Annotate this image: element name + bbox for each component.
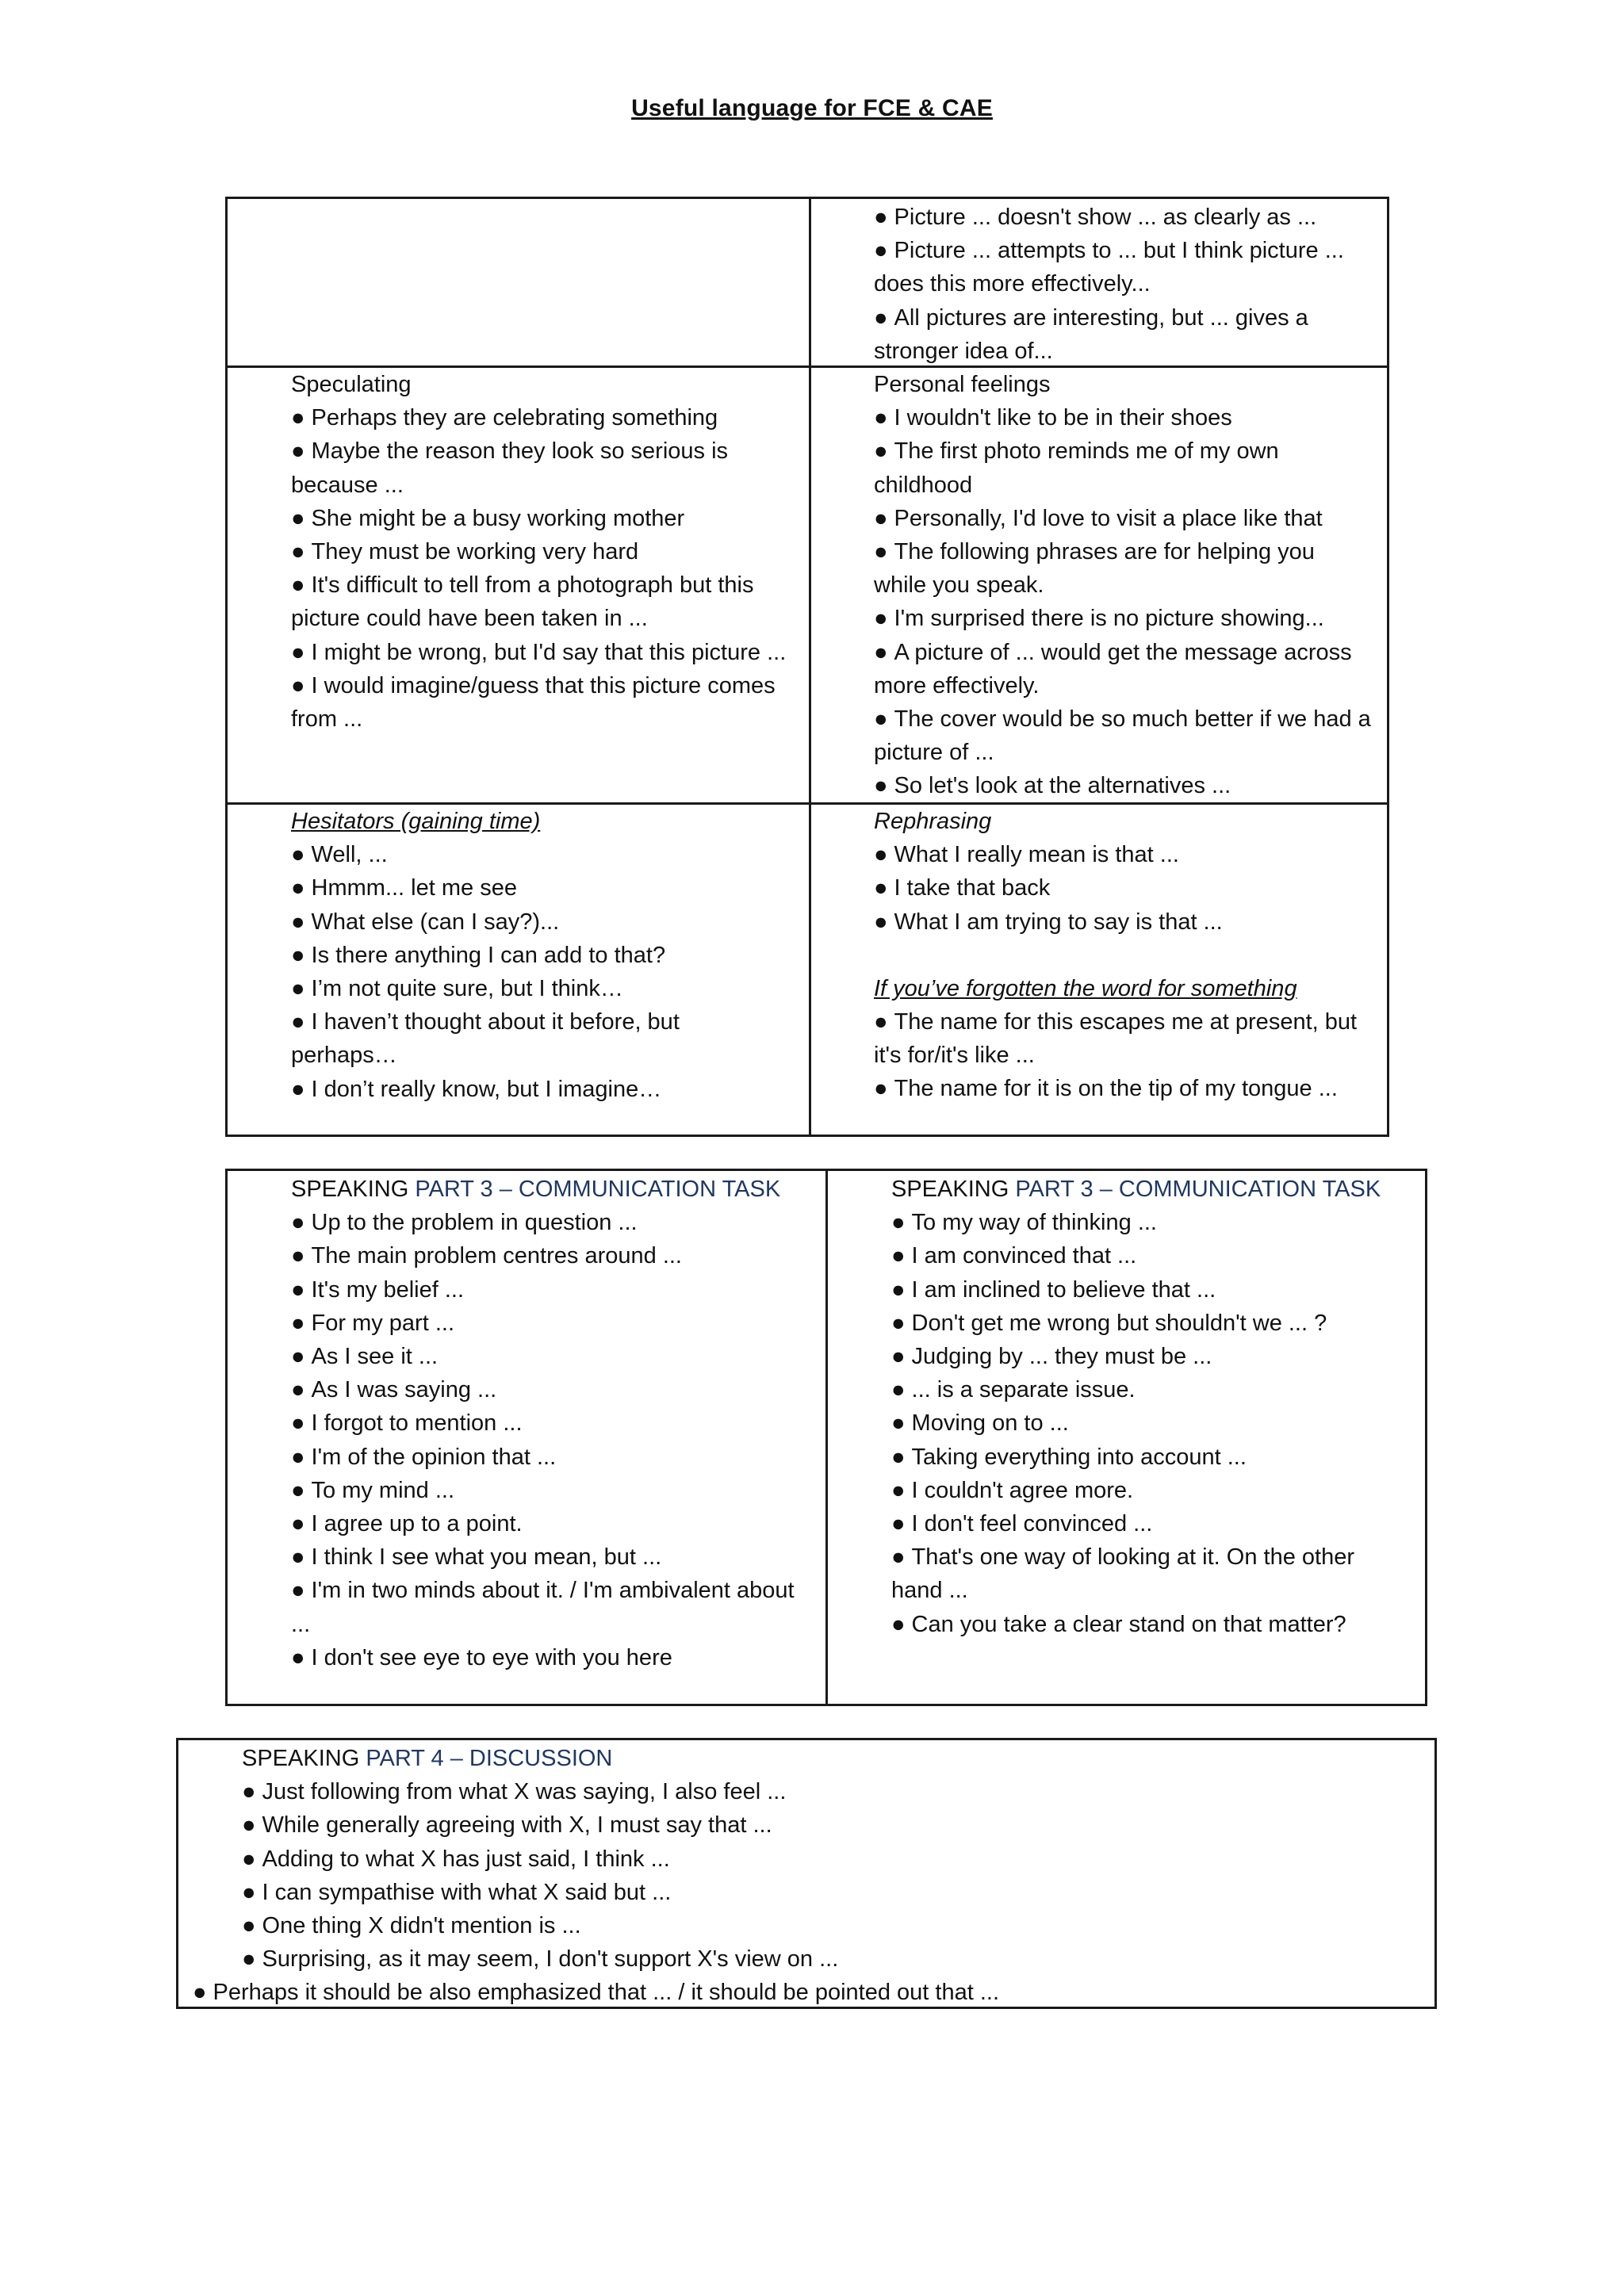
section-heading: Speculating <box>291 372 412 397</box>
list-item: ● Judging by ... they must be ... <box>891 1340 1411 1373</box>
list-item: ● The cover would be so much better if we had a picture of ... <box>874 702 1373 769</box>
list-item: ● For my part ... <box>291 1307 814 1340</box>
list-item: ● ... is a separate issue. <box>891 1373 1411 1406</box>
cell-part4 <box>242 1742 1423 1976</box>
list-item: ● I don't feel convinced ... <box>891 1507 1411 1540</box>
table-pictures <box>225 197 1389 1137</box>
list-item: ● I'm surprised there is no picture showing... <box>874 602 1373 635</box>
list-item: ● Well, ... <box>291 838 791 871</box>
list-item: ● One thing X didn't mention is ... <box>242 1909 1423 1942</box>
list-item: ● That's one way of looking at it. On the other hand ... <box>891 1540 1411 1607</box>
list-item: ● She might be a busy working mother <box>291 502 791 535</box>
table-divider <box>825 1171 828 1704</box>
spacer <box>874 939 1373 972</box>
table-part4 <box>176 1738 1437 2009</box>
list-item: ● The main problem centres around ... <box>291 1239 814 1272</box>
heading-part: PART 4 – DISCUSSION <box>366 1746 613 1771</box>
cell-hesitators <box>291 805 791 1106</box>
cell-personal-feelings <box>874 368 1373 803</box>
list-item: ● Don't get me wrong but shouldn't we ... ? <box>891 1307 1411 1340</box>
section-heading: Personal feelings <box>874 372 1051 397</box>
section-subheading: If you’ve forgotten the word for something <box>874 975 1297 1001</box>
document-title: Useful language for FCE & CAE <box>631 95 993 121</box>
list-item: ● Picture ... attempts to ... but I think picture ... does this more effectively... <box>874 234 1365 300</box>
list-item: ● I can sympathise with what X said but ... <box>242 1876 1423 1909</box>
cell-rephrasing <box>874 805 1373 1106</box>
section-heading <box>891 1173 1411 1206</box>
heading-part: PART 3 – COMMUNICATION TASK <box>415 1177 781 1202</box>
list-item: ● Perhaps they are celebrating something <box>291 401 791 434</box>
list-item: ● Adding to what X has just said, I think ... <box>242 1843 1423 1876</box>
section-heading <box>291 1173 814 1206</box>
list-item: ● What I really mean is that ... <box>874 838 1373 871</box>
heading-prefix: SPEAKING <box>242 1746 366 1771</box>
section-heading: Rephrasing <box>874 809 992 834</box>
list-item: ● I agree up to a point. <box>291 1507 814 1540</box>
list-item: ● I'm of the opinion that ... <box>291 1441 814 1474</box>
list-item: ● I wouldn't like to be in their shoes <box>874 401 1373 434</box>
list-item: ● Surprising, as it may seem, I don't support X's view on ... <box>242 1942 1423 1976</box>
list-item: ● Maybe the reason they look so serious is because ... <box>291 434 791 501</box>
list-item: ● I think I see what you mean, but ... <box>291 1540 814 1574</box>
list-item: ● As I was saying ... <box>291 1373 814 1406</box>
list-item: ● It's difficult to tell from a photograph but this picture could have been taken in ... <box>291 568 791 635</box>
cell-speculating <box>291 368 791 736</box>
list-item: ● I’m not quite sure, but I think… <box>291 972 791 1005</box>
list-item: ● To my way of thinking ... <box>891 1206 1411 1239</box>
list-item: ● I couldn't agree more. <box>891 1474 1411 1507</box>
list-item: ● Can you take a clear stand on that matter? <box>891 1608 1411 1641</box>
list-item: ● I am convinced that ... <box>891 1239 1411 1272</box>
list-item: ● I'm in two minds about it. / I'm ambivalent about ... <box>291 1574 814 1640</box>
list-item: ● I don’t really know, but I imagine… <box>291 1073 791 1106</box>
list-item: ● A picture of ... would get the message across more effectively. <box>874 636 1373 702</box>
cell-part3-left <box>291 1173 814 1674</box>
list-item: ● I forgot to mention ... <box>291 1406 814 1440</box>
list-item: ● I take that back <box>874 871 1373 905</box>
list-item: ● Up to the problem in question ... <box>291 1206 814 1239</box>
list-item: ● Picture ... doesn't show ... as clearly as ... <box>874 201 1365 234</box>
list-item: ● The name for it is on the tip of my tongue ... <box>874 1072 1373 1105</box>
list-item: ● What I am trying to say is that ... <box>874 905 1373 939</box>
cell-part4-last <box>193 1976 1422 2009</box>
list-item: ● So let's look at the alternatives ... <box>874 769 1373 802</box>
list-item: ● Hmmm... let me see <box>291 871 791 905</box>
list-item: ● To my mind ... <box>291 1474 814 1507</box>
list-item: ● I haven’t thought about it before, but perhaps… <box>291 1005 791 1072</box>
list-item: ● I might be wrong, but I'd say that this picture ... <box>291 636 791 669</box>
list-item: ● It's my belief ... <box>291 1273 814 1307</box>
list-item: ● The first photo reminds me of my own childhood <box>874 434 1373 501</box>
section-heading <box>242 1742 1423 1775</box>
list-item: ● Is there anything I can add to that? <box>291 939 791 972</box>
table-divider <box>809 199 811 1135</box>
heading-part: PART 3 – COMMUNICATION TASK <box>1015 1177 1381 1202</box>
list-item: ● As I see it ... <box>291 1340 814 1373</box>
table-part3 <box>225 1169 1427 1706</box>
list-item: ● Perhaps it should be also emphasized that ... / it should be pointed out that ... <box>193 1976 1422 2009</box>
list-item: ● The name for this escapes me at present, but it's for/it's like ... <box>874 1005 1373 1072</box>
list-item: ● Personally, I'd love to visit a place like that <box>874 502 1373 535</box>
list-item: ● Taking everything into account ... <box>891 1441 1411 1474</box>
section-heading: Hesitators (gaining time) <box>291 809 541 834</box>
list-item: ● All pictures are interesting, but ... gives a stronger idea of... <box>874 301 1365 368</box>
list-item: ● I am inclined to believe that ... <box>891 1273 1411 1307</box>
list-item: ● While generally agreeing with X, I must say that ... <box>242 1808 1423 1842</box>
list-item: ● Moving on to ... <box>891 1406 1411 1440</box>
list-item: ● What else (can I say?)... <box>291 905 791 939</box>
heading-prefix: SPEAKING <box>291 1177 416 1202</box>
heading-prefix: SPEAKING <box>891 1177 1016 1202</box>
list-item: ● Just following from what X was saying, I also feel ... <box>242 1775 1423 1808</box>
list-item: ● I don't see eye to eye with you here <box>291 1641 814 1674</box>
cell-part3-right <box>891 1173 1411 1641</box>
cell-comparing-pictures <box>874 201 1365 368</box>
list-item: ● I would imagine/guess that this picture comes from ... <box>291 669 791 736</box>
list-item: ● They must be working very hard <box>291 535 791 568</box>
list-item: ● The following phrases are for helping you while you speak. <box>874 535 1373 602</box>
